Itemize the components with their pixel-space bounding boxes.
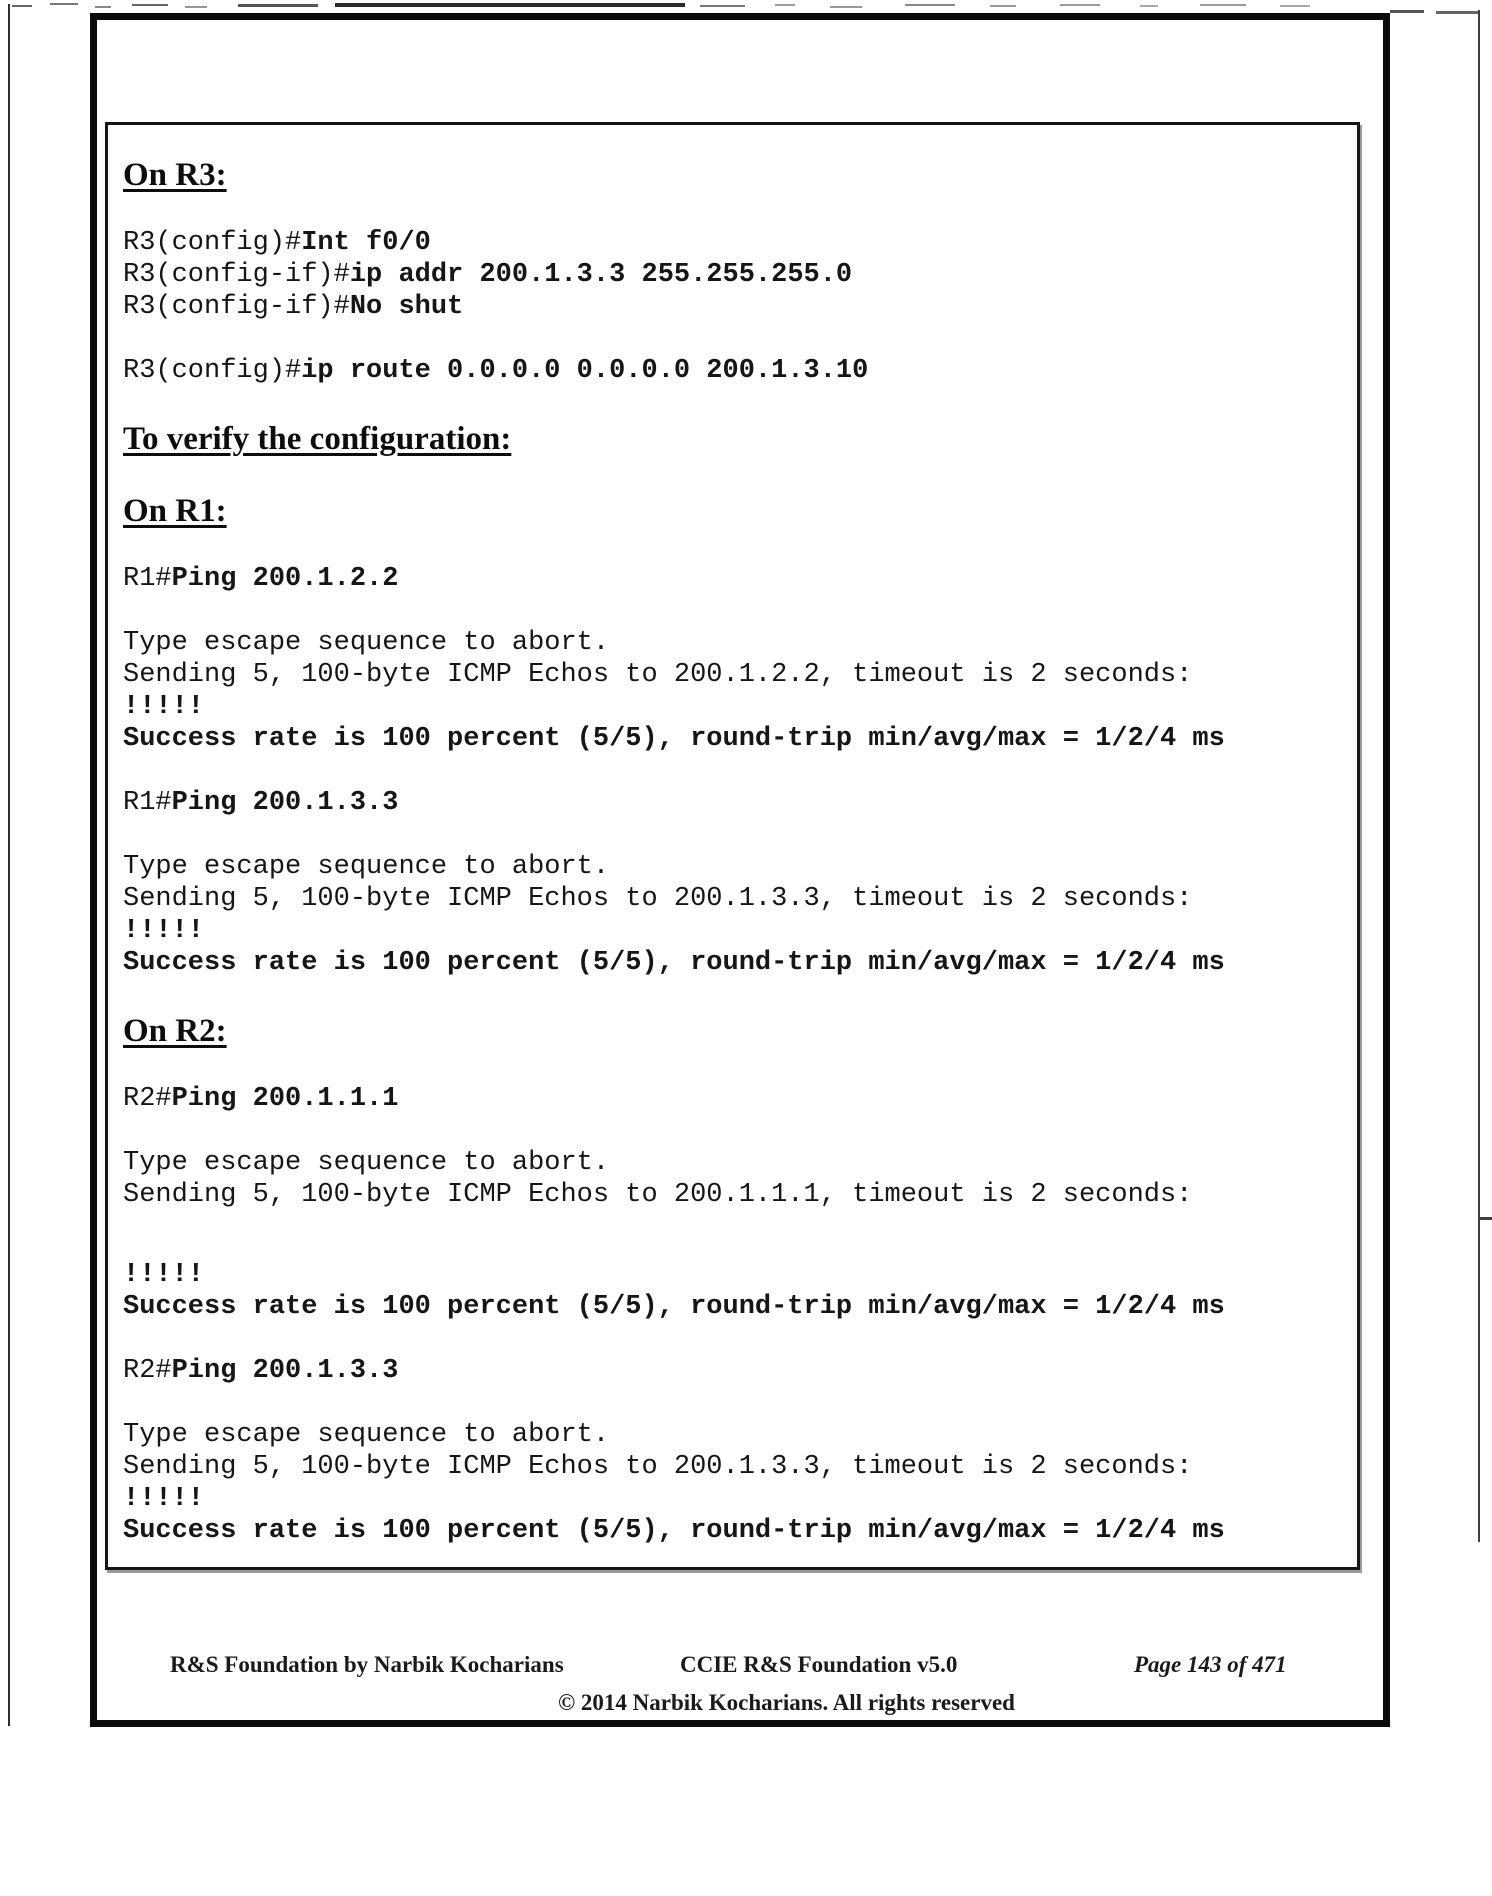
blank-line — [123, 979, 1343, 1011]
terminal-line — [123, 1515, 1343, 1547]
blank-line — [123, 195, 1343, 227]
blank-line — [123, 1115, 1343, 1147]
command-text: !!!!! — [123, 692, 205, 722]
terminal-line — [123, 1355, 1343, 1387]
footer-copyright: © 2014 Narbik Kocharians. All rights reserved — [558, 1690, 1015, 1715]
output-text: Sending 5, 100-byte ICMP Echos to 200.1.3.3, timeout is 2 seconds: — [123, 1452, 1193, 1482]
output-text: Type escape sequence to abort. — [123, 852, 610, 882]
footer-page-number: Page 143 of 471 — [1134, 1652, 1287, 1677]
terminal-line — [123, 355, 1343, 387]
terminal-line — [123, 1419, 1343, 1451]
blank-line — [123, 459, 1343, 491]
terminal-output-box — [105, 122, 1360, 1570]
footer-course-title: CCIE R&S Foundation v5.0 — [680, 1652, 958, 1677]
blank-line — [123, 755, 1343, 787]
command-text: Success rate is 100 percent (5/5), round-trip min/avg/max = 1/2/4 ms — [123, 1516, 1225, 1546]
scan-top-noise — [830, 6, 862, 8]
command-text: Ping 200.1.2.2 — [171, 564, 399, 594]
terminal-line — [123, 1179, 1343, 1211]
terminal-line — [123, 787, 1343, 819]
scan-top-noise — [905, 4, 955, 6]
scan-top-noise — [1280, 5, 1310, 7]
scan-top-noise — [775, 4, 795, 6]
section-heading — [123, 1011, 1343, 1051]
output-text: Type escape sequence to abort. — [123, 628, 610, 658]
scan-top-noise — [1060, 4, 1100, 6]
blank-line — [123, 1211, 1343, 1259]
terminal-line — [123, 1451, 1343, 1483]
output-text: Type escape sequence to abort. — [123, 1420, 610, 1450]
output-text: Sending 5, 100-byte ICMP Echos to 200.1.2.2, timeout is 2 seconds: — [123, 660, 1193, 690]
scan-left-edge-line — [8, 4, 10, 1726]
command-text: No shut — [349, 292, 464, 322]
terminal-line — [123, 563, 1343, 595]
command-text: !!!!! — [123, 916, 205, 946]
output-text: Sending 5, 100-byte ICMP Echos to 200.1.3.3, timeout is 2 seconds: — [123, 884, 1193, 914]
scan-top-noise — [238, 4, 318, 7]
page-border — [90, 13, 1390, 1727]
output-text: Type escape sequence to abort. — [123, 1148, 610, 1178]
section-heading — [123, 155, 1343, 195]
terminal-line — [123, 1147, 1343, 1179]
terminal-line — [123, 1483, 1343, 1515]
command-text: Ping 200.1.1.1 — [171, 1084, 399, 1114]
command-text: Ping 200.1.3.3 — [171, 1356, 399, 1386]
blank-line — [123, 819, 1343, 851]
terminal-line — [123, 627, 1343, 659]
terminal-line — [123, 1259, 1343, 1291]
command-text: ip addr 200.1.3.3 255.255.255.0 — [349, 260, 853, 290]
command-text: Success rate is 100 percent (5/5), round-trip min/avg/max = 1/2/4 ms — [123, 724, 1225, 754]
scan-right-edge-line — [1478, 10, 1480, 1542]
command-text: Int f0/0 — [301, 228, 431, 258]
blank-line — [123, 1387, 1343, 1419]
blank-line — [123, 323, 1343, 355]
terminal-line — [123, 851, 1343, 883]
scan-top-noise — [1200, 4, 1246, 6]
output-text: Sending 5, 100-byte ICMP Echos to 200.1.1.1, timeout is 2 seconds: — [123, 1180, 1193, 1210]
blank-line — [123, 595, 1343, 627]
blank-line — [123, 1323, 1343, 1355]
scan-top-noise — [1140, 5, 1158, 7]
scan-right-edge-tick — [1478, 1217, 1492, 1220]
scan-top-noise — [1436, 11, 1478, 14]
terminal-line — [123, 291, 1343, 323]
terminal-line — [123, 947, 1343, 979]
command-text: !!!!! — [123, 1260, 205, 1290]
output-text: R1# — [123, 788, 172, 818]
footer-book-title: R&S Foundation by Narbik Kocharians — [170, 1652, 564, 1677]
output-text: R2# — [123, 1084, 172, 1114]
terminal-line — [123, 723, 1343, 755]
scan-top-noise — [1390, 10, 1424, 13]
section-heading-text: On R1: — [123, 493, 227, 529]
blank-line — [123, 531, 1343, 563]
blank-line — [123, 387, 1343, 419]
blank-line — [123, 1051, 1343, 1083]
section-heading-text: To verify the configuration: — [123, 421, 512, 457]
terminal-line — [123, 659, 1343, 691]
scan-top-noise — [990, 5, 1016, 7]
command-text: !!!!! — [123, 1484, 205, 1514]
section-heading — [123, 419, 1343, 459]
output-text: R3(config-if)# — [123, 260, 350, 290]
section-heading-text: On R2: — [123, 1013, 227, 1049]
scan-top-noise — [185, 6, 207, 8]
command-text: Ping 200.1.3.3 — [171, 788, 399, 818]
command-text: Success rate is 100 percent (5/5), round-trip min/avg/max = 1/2/4 ms — [123, 948, 1225, 978]
section-heading — [123, 491, 1343, 531]
terminal-line — [123, 1291, 1343, 1323]
output-text: R1# — [123, 564, 172, 594]
scan-top-noise — [12, 5, 32, 7]
section-heading-text: On R3: — [123, 157, 227, 193]
scan-top-noise — [50, 3, 78, 5]
command-text: Success rate is 100 percent (5/5), round-trip min/avg/max = 1/2/4 ms — [123, 1292, 1225, 1322]
terminal-line — [123, 1083, 1343, 1115]
output-text: R3(config)# — [123, 356, 302, 386]
scan-top-noise — [700, 5, 745, 7]
output-text: R3(config-if)# — [123, 292, 350, 322]
terminal-line — [123, 691, 1343, 723]
terminal-content — [123, 155, 1343, 1547]
scan-top-noise — [335, 3, 685, 7]
scan-top-noise — [132, 4, 168, 6]
output-text: R2# — [123, 1356, 172, 1386]
command-text: ip route 0.0.0.0 0.0.0.0 200.1.3.10 — [301, 356, 869, 386]
terminal-line — [123, 259, 1343, 291]
scan-top-noise — [95, 6, 111, 8]
terminal-line — [123, 227, 1343, 259]
terminal-line — [123, 915, 1343, 947]
terminal-line — [123, 883, 1343, 915]
output-text: R3(config)# — [123, 228, 302, 258]
